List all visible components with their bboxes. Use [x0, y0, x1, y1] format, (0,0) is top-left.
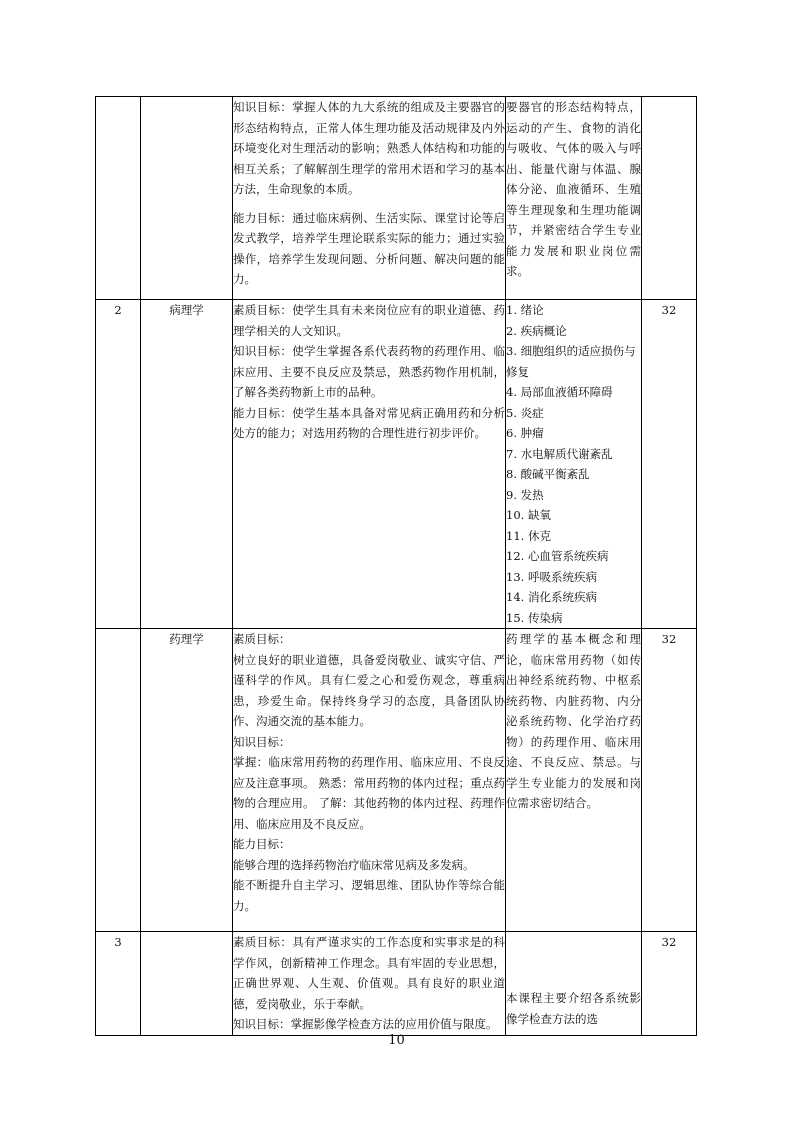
content-list-item: 11. 休克 [506, 528, 551, 543]
goal-paragraph: 素质目标：使学生具有未来岗位应有的职业道德、药理学相关的人文知识。 [233, 303, 505, 338]
goal-paragraph: 能力目标：通过临床病例、生活实际、课堂讨论等启发式教学，培养学生理论联系实际的能力；通过实验操作，培养学生发现问题、分析问题、解决问题的能力。 [233, 210, 505, 286]
course-hours-cell: 32 [642, 300, 697, 629]
content-list-item: 6. 肿瘤 [506, 426, 544, 440]
content-list-item: 8. 酸碱平衡紊乱 [506, 467, 590, 481]
course-goals-cell [233, 300, 506, 629]
goal-paragraph: 知识目标：使学生掌握各系代表药物的药理作用、临床应用、主要不良反应及禁忌，熟悉药物作用机制，了解各类药物新上市的品种。 [233, 344, 505, 399]
course-number-cell [96, 97, 141, 300]
table-row [96, 97, 697, 300]
content-paragraph: 要器官的形态结构特点，运动的产生、食物的消化与吸收、气体的吸入与呼出、能量代谢与体温、腺体分泌、血液循环、生殖等生理现象和生理功能调节，并紧密结合学生专业能力发展和职业岗位需求。 [506, 100, 641, 278]
content-list-item: 3. 细胞组织的适应损伤与修复 [506, 344, 636, 379]
course-number-cell [96, 629, 141, 932]
content-list-item: 4. 局部血液循环障碍 [506, 385, 613, 399]
course-content-cell [506, 629, 642, 932]
content-list-item: 10. 缺氧 [506, 508, 551, 522]
content-paragraph: 药理学的基本概念和理论，临床常用药物（如传出神经系统药物、中枢系统药物、内脏药物、内分泌系统药物、化学治疗药物）的药理作用、临床用途、不良反应、禁忌。与学生专业能力的发展和岗位需求密切结合。 [506, 632, 641, 810]
course-name-cell: 病理学 [141, 300, 233, 629]
goal-paragraph: 能力目标： [233, 837, 291, 851]
goal-paragraph: 知识目标：掌握影像学检查方法的应用价值与限度。 [233, 1017, 498, 1031]
course-content-cell [506, 932, 642, 1036]
content-list-item: 12. 心血管系统疾病 [506, 549, 609, 563]
goal-paragraph: 知识目标：掌握人体的九大系统的组成及主要器官的形态结构特点，正常人体生理功能及活动规律及内外环境变化对生理活动的影响；熟悉人体结构和功能的相互关系；了解解剖生理学的常用术语和学习的基本方法，生命现象的本质。 [233, 100, 505, 196]
content-list-item: 2. 疾病概论 [506, 323, 567, 338]
course-name-cell [141, 932, 233, 1036]
course-name-cell: 药理学 [141, 629, 233, 932]
goal-paragraph: 能够合理的选择药物治疗临床常见病及多发病。 [233, 857, 475, 872]
goal-paragraph: 掌握：临床常用药物的药理作用、临床应用、不良反应及注意事项。 熟悉：常用药物的体内过程；重点药物的合理应用。 了解：其他药物的体内过程、药理作用、临床应用及不良反应。 [233, 755, 505, 831]
goal-paragraph: 素质目标： [233, 632, 291, 646]
course-hours-cell: 32 [642, 932, 697, 1036]
curriculum-table [95, 96, 697, 1036]
course-hours-cell [642, 97, 697, 300]
goal-paragraph: 能不断提升自主学习、逻辑思维、团队协作等综合能力。 [233, 878, 505, 913]
goal-paragraph: 树立良好的职业道德，具备爱岗敬业、诚实守信、严谨科学的作风。具有仁爱之心和爱伤观念，尊重病患，珍爱生命。保持终身学习的态度，具备团队协作、沟通交流的基本能力。 [233, 652, 505, 728]
content-list-item: 1. 绪论 [506, 303, 544, 317]
content-paragraph: 本课程主要介绍各系统影像学检查方法的选 [506, 991, 641, 1026]
course-goals-cell [233, 629, 506, 932]
table-row [96, 629, 697, 932]
table-row [96, 932, 697, 1036]
page-number: 10 [388, 1033, 405, 1048]
content-list-item: 9. 发热 [506, 487, 544, 502]
content-list-item: 7. 水电解质代谢紊乱 [506, 446, 613, 461]
content-list-item: 5. 炎症 [506, 405, 544, 420]
table-row [96, 300, 697, 629]
course-number-cell: 2 [96, 300, 141, 629]
course-content-cell [506, 97, 642, 300]
course-name-cell [141, 97, 233, 300]
goal-paragraph: 素质目标：具有严谨求实的工作态度和实事求是的科学作风，创新精神工作理念。具有牢固的专业思想，正确世界观、人生观、价值观。具有良好的职业道德，爱岗敬业，乐于奉献。 [233, 935, 505, 1011]
course-hours-cell: 32 [642, 629, 697, 932]
course-number-cell: 3 [96, 932, 141, 1036]
goal-paragraph: 能力目标：使学生基本具备对常见病正确用药和分析处方的能力；对选用药物的合理性进行初步评价。 [233, 405, 505, 440]
course-goals-cell [233, 932, 506, 1036]
content-list-item: 13. 呼吸系统疾病 [506, 569, 597, 584]
course-goals-cell [233, 97, 506, 300]
goal-paragraph: 知识目标： [233, 734, 291, 749]
content-list-item: 14. 消化系统疾病 [506, 590, 597, 604]
course-content-cell [506, 300, 642, 629]
content-list-item: 15. 传染病 [506, 610, 563, 625]
